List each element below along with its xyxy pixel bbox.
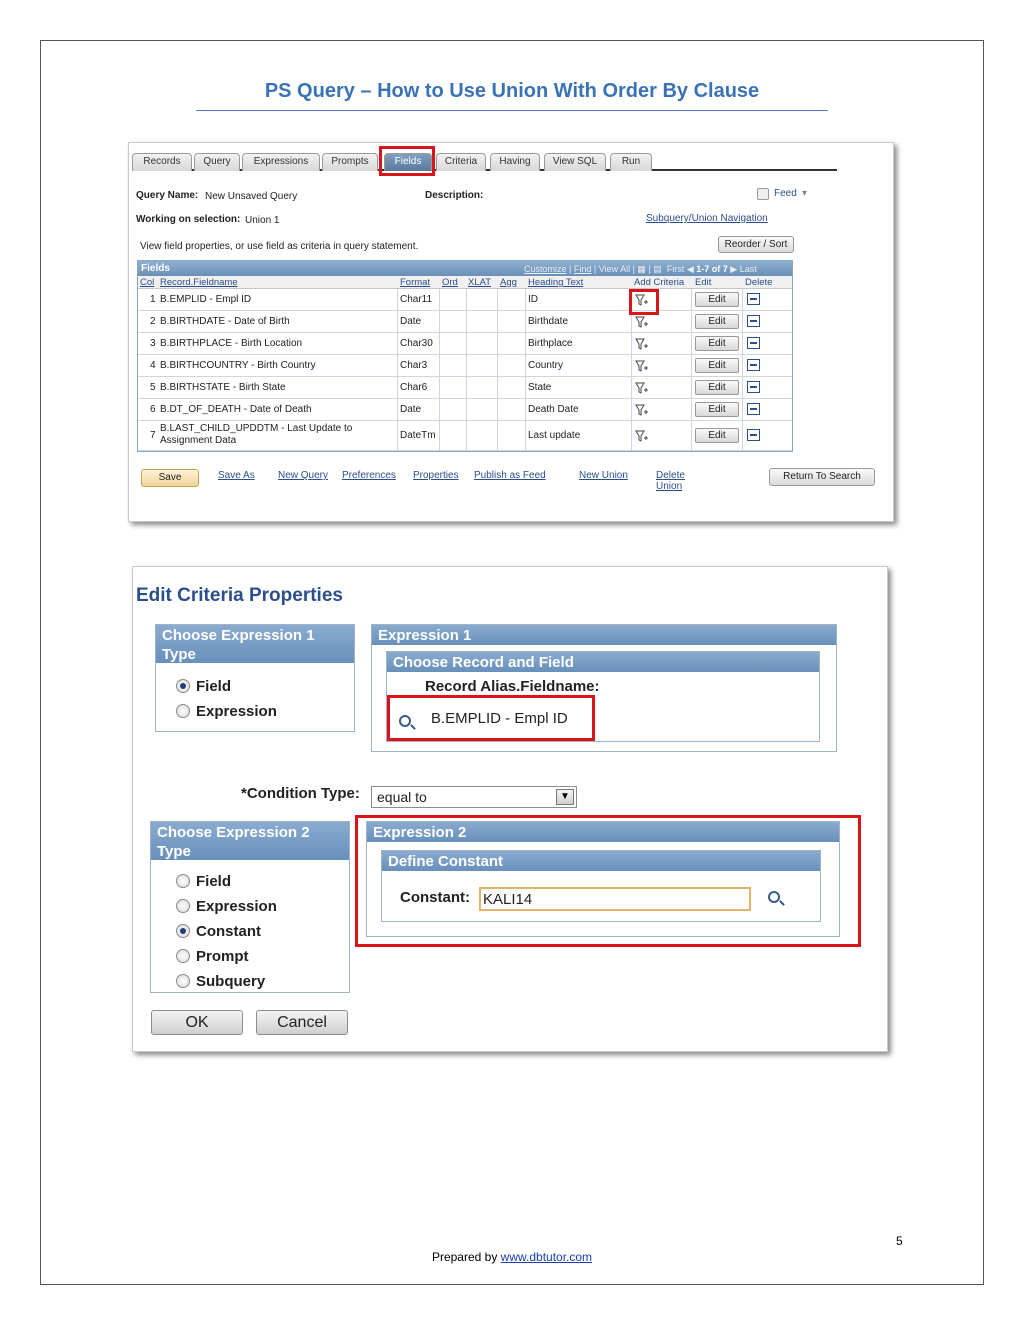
expression1-type-header	[156, 625, 354, 663]
query-name-value: New Unsaved Query	[205, 191, 298, 202]
grid-icon[interactable]: ▤	[653, 264, 662, 274]
query-fields-screenshot	[128, 142, 894, 522]
grid-header	[138, 261, 792, 276]
expr1-expression-radio[interactable]	[176, 704, 190, 718]
tab-records[interactable]: Records	[132, 153, 192, 171]
table-row	[138, 355, 792, 377]
publish-as-feed-link[interactable]: Publish as Feed	[474, 470, 546, 481]
tab-run[interactable]: Run	[610, 153, 652, 171]
next-icon[interactable]: ▶	[730, 264, 738, 274]
page-number: 5	[896, 1234, 903, 1248]
add-criteria-icon[interactable]	[635, 429, 649, 443]
tab-expressions[interactable]: Expressions	[242, 153, 320, 171]
row-fieldname	[160, 423, 352, 447]
expression1-type-box	[155, 624, 355, 732]
feed-icon[interactable]	[757, 188, 769, 200]
ok-button[interactable]: OK	[151, 1010, 243, 1035]
expression1-type-header-line1: Choose Expression 1	[162, 627, 315, 644]
first-link[interactable]: First	[666, 264, 685, 274]
row-fieldname-line1: B.LAST_CHILD_UPDDTM - Last Update to	[160, 423, 353, 434]
expr2-prompt-label: Prompt	[196, 948, 249, 965]
row-heading: Country	[528, 360, 564, 371]
tab-criteria[interactable]: Criteria	[436, 153, 486, 171]
fields-tab-highlight	[379, 146, 435, 176]
tab-fields[interactable]: Fields	[384, 153, 432, 171]
new-query-link[interactable]: New Query	[278, 470, 329, 481]
delete-union-line1: Delete	[656, 470, 685, 481]
subquery-union-navigation-link[interactable]: Subquery/Union Navigation	[646, 213, 768, 224]
delete-icon[interactable]	[747, 403, 760, 415]
expr1-expression-label: Expression	[196, 703, 277, 720]
record-field-highlight	[387, 695, 595, 741]
record-alias-label: Record Alias.Fieldname:	[425, 678, 600, 695]
condition-type-select[interactable]	[371, 786, 577, 808]
footer-link[interactable]: www.dbtutor.com	[500, 1250, 593, 1264]
tab-having[interactable]: Having	[490, 153, 540, 171]
edit-button[interactable]: Edit	[695, 358, 739, 373]
row-col: 3	[150, 338, 156, 349]
document-title: PS Query – How to Use Union With Order By Clause	[264, 80, 760, 102]
table-row	[138, 399, 792, 421]
expression2-highlight	[355, 815, 861, 947]
row-heading: State	[528, 382, 552, 393]
expr2-constant-radio[interactable]	[176, 924, 190, 938]
table-row	[138, 311, 792, 333]
add-criteria-icon[interactable]	[635, 403, 649, 417]
save-button[interactable]: Save	[141, 469, 199, 487]
expression1-header: Expression 1	[372, 625, 836, 645]
working-selection-value: Union 1	[245, 215, 280, 226]
chevron-down-icon[interactable]: ▾	[802, 188, 808, 199]
cancel-button[interactable]: Cancel	[256, 1010, 348, 1035]
expression2-type-header-line2: Type	[157, 843, 191, 860]
col-header-fieldname[interactable]: Record.Fieldname	[160, 277, 238, 288]
prev-icon[interactable]: ◀	[686, 264, 694, 274]
add-criteria-icon[interactable]	[635, 315, 649, 329]
row-col: 1	[150, 294, 156, 305]
description-label: Description:	[425, 190, 484, 201]
col-header-format[interactable]: Format	[400, 277, 431, 288]
row-col: 4	[150, 360, 156, 371]
expression2-header: Expression 2	[367, 822, 839, 842]
row-heading: ID	[528, 294, 538, 305]
delete-union-link[interactable]	[656, 470, 685, 492]
table-row	[138, 377, 792, 399]
tab-prompts[interactable]: Prompts	[322, 153, 378, 171]
edit-button[interactable]: Edit	[695, 336, 739, 351]
col-header-ord[interactable]: Ord	[442, 277, 458, 288]
title-rule	[196, 110, 828, 111]
record-alias-value: B.EMPLID - Empl ID	[431, 710, 568, 727]
define-constant-header: Define Constant	[382, 851, 820, 871]
edit-criteria-screenshot	[132, 566, 888, 1052]
expression2-type-header-line1: Choose Expression 2	[157, 824, 310, 841]
expr1-field-label: Field	[196, 678, 232, 695]
row-heading: Birthdate	[528, 316, 569, 327]
row-format: Date	[400, 316, 422, 327]
expr2-field-radio[interactable]	[176, 874, 190, 888]
delete-icon[interactable]	[747, 337, 760, 349]
expr1-field-radio[interactable]	[176, 679, 190, 693]
expr2-prompt-radio[interactable]	[176, 949, 190, 963]
row-col: 5	[150, 382, 156, 393]
working-selection-label: Working on selection:	[136, 214, 241, 225]
row-heading: Death Date	[528, 404, 579, 415]
row-fieldname: B.BIRTHSTATE - Birth State	[160, 382, 286, 393]
query-name-label: Query Name:	[136, 190, 199, 201]
grid-navigation: Customize | Find | View All | ▦ | ▤ First ◀ 1-7 of 7 ▶ Last	[524, 264, 757, 274]
expression2-type-header	[151, 822, 349, 860]
new-union-link[interactable]: New Union	[579, 470, 628, 481]
delete-icon[interactable]	[747, 359, 760, 371]
edit-button[interactable]: Edit	[695, 292, 739, 307]
edit-button[interactable]: Edit	[695, 314, 739, 329]
return-to-search-button[interactable]: Return To Search	[769, 468, 875, 486]
add-criteria-icon[interactable]	[635, 381, 649, 395]
row-col: 2	[150, 316, 156, 327]
condition-type-label: *Condition Type:	[241, 785, 360, 802]
chevron-down-icon[interactable]: ▼	[556, 789, 574, 805]
customize-link[interactable]: Customize	[524, 264, 567, 274]
delete-icon[interactable]	[747, 381, 760, 393]
delete-icon[interactable]	[747, 429, 760, 441]
col-header-col[interactable]: Col	[140, 277, 155, 288]
last-link[interactable]: Last	[739, 264, 757, 274]
feed-label[interactable]: Feed	[774, 188, 797, 199]
constant-label: Constant:	[400, 889, 470, 906]
row-col: 6	[150, 404, 156, 415]
col-header-add-criteria: Add Criteria	[634, 277, 685, 288]
choose-record-field-header: Choose Record and Field	[387, 652, 819, 672]
edit-button[interactable]: Edit	[695, 380, 739, 395]
table-row	[138, 289, 792, 311]
save-as-link[interactable]: Save As	[218, 470, 255, 481]
col-header-edit: Edit	[695, 277, 712, 288]
col-header-xlat[interactable]: XLAT	[468, 277, 492, 288]
tab-bar	[132, 153, 837, 171]
expr2-field-label: Field	[196, 873, 232, 890]
row-format: Char3	[400, 360, 428, 371]
footer-prefix: Prepared by	[431, 1250, 501, 1264]
row-format: Date	[400, 404, 422, 415]
delete-union-line2: Union	[656, 481, 683, 492]
row-heading: Birthplace	[528, 338, 573, 349]
row-format: Char11	[400, 294, 433, 305]
expr2-constant-label: Constant	[196, 923, 261, 940]
properties-link[interactable]: Properties	[413, 470, 459, 481]
table-row	[138, 421, 792, 451]
table-row	[138, 333, 792, 355]
col-header-delete: Delete	[745, 277, 773, 288]
row-range: 1-7 of 7	[696, 264, 728, 274]
row-fieldname: B.BIRTHPLACE - Birth Location	[160, 338, 303, 349]
instructions-text: View field properties, or use field as criteria in query statement.	[140, 241, 419, 252]
col-header-agg[interactable]: Agg	[500, 277, 517, 288]
column-headers	[138, 276, 792, 289]
row-fieldname: B.EMPLID - Empl ID	[160, 294, 252, 305]
expression2-type-box	[150, 821, 350, 993]
expr2-subquery-radio[interactable]	[176, 974, 190, 988]
delete-icon[interactable]	[747, 293, 760, 305]
row-heading: Last update	[528, 430, 581, 441]
col-header-heading[interactable]: Heading Text	[528, 277, 584, 288]
row-format: Char30	[400, 338, 433, 349]
reorder-sort-button[interactable]: Reorder / Sort	[718, 236, 794, 253]
preferences-link[interactable]: Preferences	[342, 470, 396, 481]
fields-grid	[137, 260, 793, 452]
delete-icon[interactable]	[747, 315, 760, 327]
row-fieldname-line2: Assignment Data	[160, 435, 237, 446]
condition-type-value: equal to	[377, 789, 427, 805]
row-format: Char6	[400, 382, 428, 393]
row-fieldname: B.BIRTHCOUNTRY - Birth Country	[160, 360, 316, 371]
expression1-type-header-line2: Type	[162, 646, 196, 663]
expr2-expression-radio[interactable]	[176, 899, 190, 913]
add-criteria-icon[interactable]	[635, 337, 649, 351]
download-icon[interactable]: ▦	[637, 264, 646, 274]
footer	[0, 1250, 1024, 1264]
expr2-expression-label: Expression	[196, 898, 277, 915]
criteria-page-title: Edit Criteria Properties	[136, 585, 343, 606]
constant-value: KALI14	[483, 891, 533, 908]
row-col: 7	[150, 430, 156, 441]
add-criteria-highlight	[629, 289, 659, 315]
grid-title: Fields	[141, 263, 170, 274]
row-format: DateTm	[400, 430, 436, 441]
view-all-link[interactable]: View All	[598, 264, 631, 274]
find-link[interactable]: Find	[573, 264, 592, 274]
row-fieldname: B.BIRTHDATE - Date of Birth	[160, 316, 290, 327]
expr2-subquery-label: Subquery	[196, 973, 266, 990]
edit-button[interactable]: Edit	[695, 402, 739, 417]
add-criteria-icon[interactable]	[635, 359, 649, 373]
edit-button[interactable]: Edit	[695, 428, 739, 443]
tab-view-sql[interactable]: View SQL	[544, 153, 606, 171]
tab-query[interactable]: Query	[194, 153, 240, 171]
row-fieldname: B.DT_OF_DEATH - Date of Death	[160, 404, 312, 415]
